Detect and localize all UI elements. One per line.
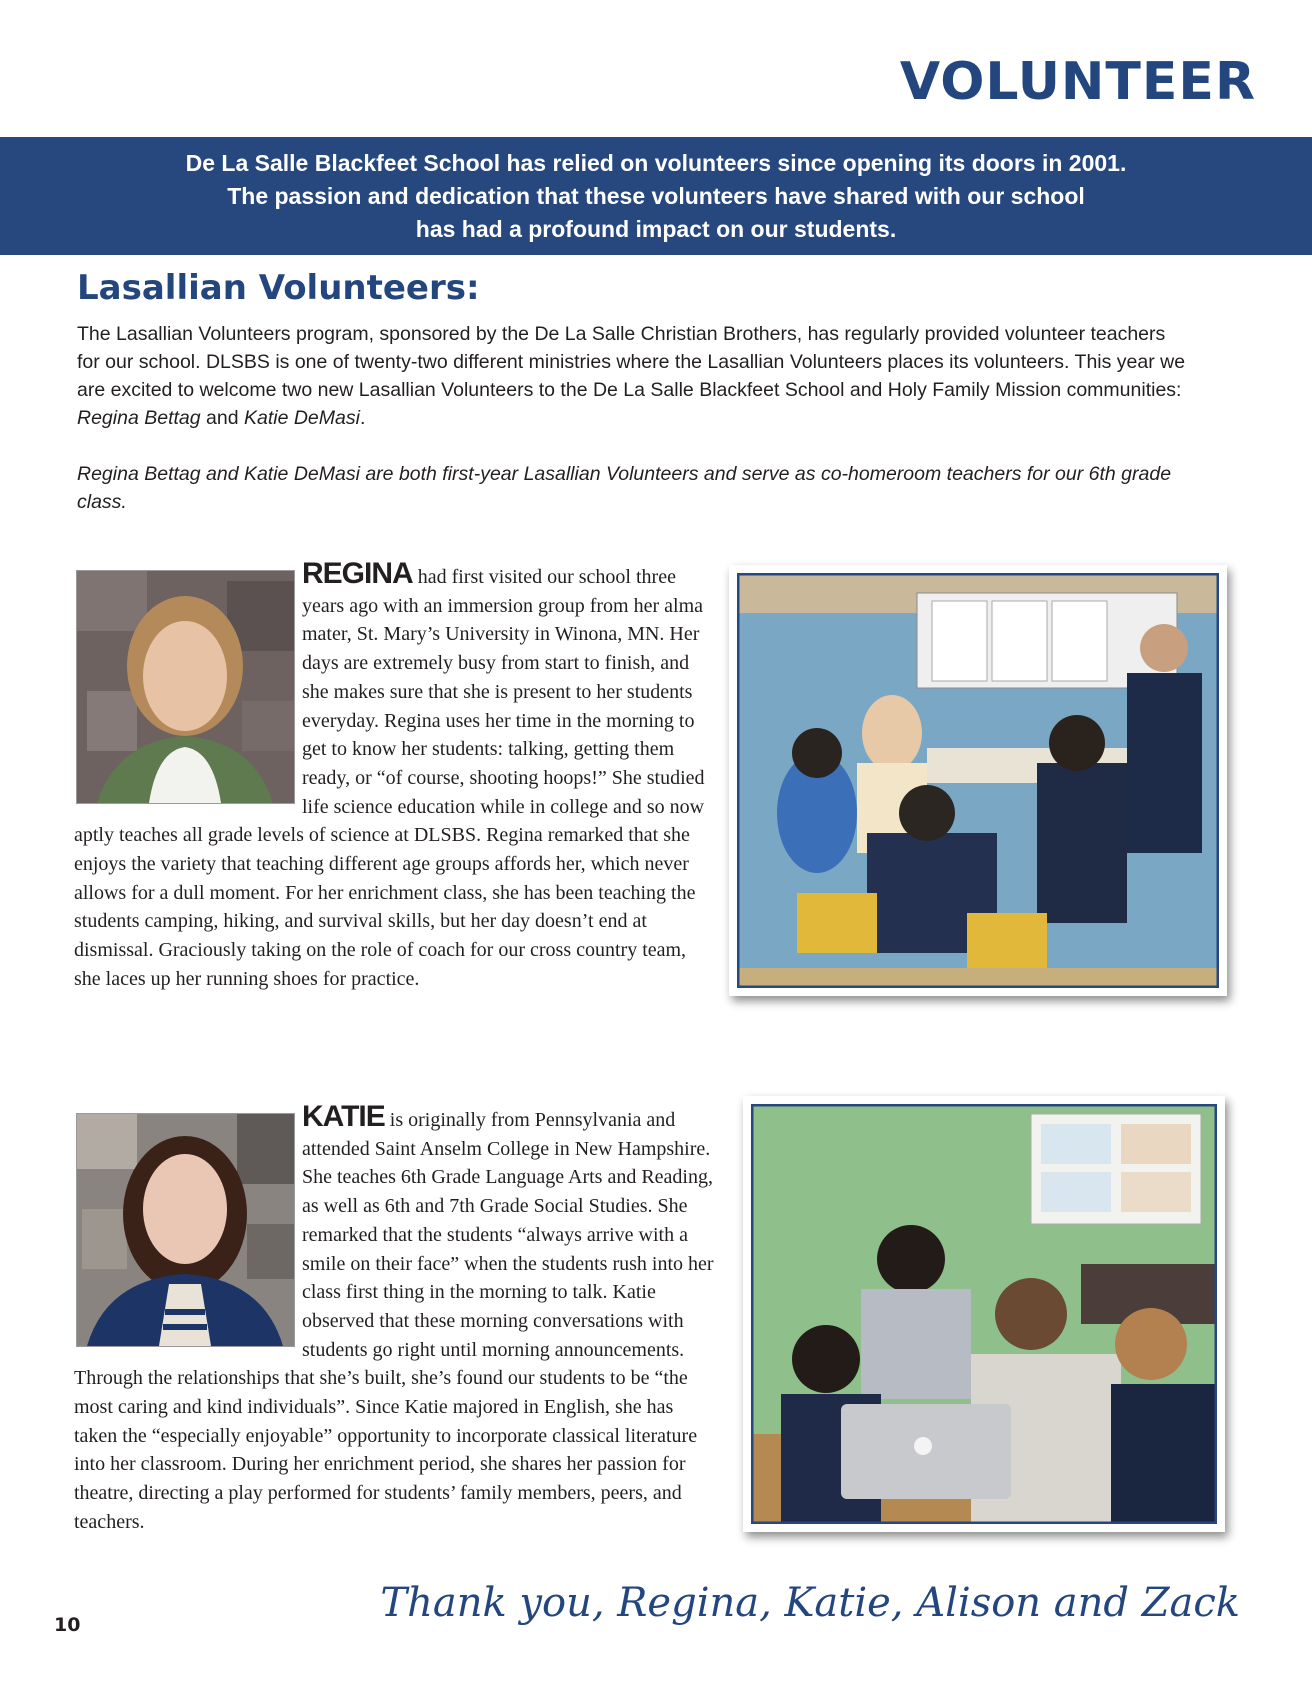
intro-name-katie: Katie DeMasi: [243, 407, 360, 429]
regina-profile: [74, 557, 714, 994]
regina-portrait: [76, 570, 295, 804]
katie-profile: [74, 1100, 714, 1537]
banner-line: has had a profound impact on our students.: [415, 215, 897, 242]
katie-name: KATIE: [302, 1100, 385, 1133]
section-heading: Lasallian Volunteers:: [77, 268, 480, 308]
regina-bio: had first visited our school three years ago with an immersion group from her alma mater, St. Mary’s University in Winona, MN. Her days are extremely busy from start to finish, and she makes sure that she is present to her students everyday. Regina uses her time in the morning to get to know her students: talking, getting them ready, or “of course, shooting hoops!” She studied life science education while in college and so now aptly teaches all grade levels of science at DLSBS. Regina remarked that she enjoys the variety that teaching different age groups affords her, which never allows for a dull moment. For her enrichment class, she has been teaching the students camping, hiking, and survival skills, but her day doesn’t end at dismissal. Graciously taking on the role of coach for our cross country team, she laces up her running shoes for practice.: [74, 566, 705, 990]
intro-name-regina: Regina Bettag: [77, 407, 201, 429]
regina-name: REGINA: [302, 557, 413, 590]
intro-end: .: [359, 407, 366, 429]
page-number: 10: [54, 1614, 81, 1636]
intro-paragraph: [77, 320, 1187, 432]
intro-banner: [0, 137, 1312, 255]
thank-you-signoff: Thank you, Regina, Katie, Alison and Zack: [380, 1580, 1240, 1626]
katie-bio: is originally from Pennsylvania and attended Saint Anselm College in New Hampshire. She teaches 6th Grade Language Arts and Reading, as well as 6th and 7th Grade Social Studies. She remarked that the students “always arrive with a smile on their face” when the students rush into her class first thing in the morning to talk. Katie observed that these morning conversations with students go right until morning announcements. Through the relationships that she’s built, she’s found our students to be “the most caring and kind individuals”. Since Katie majored in English, she has taken the “especially enjoyable” opportunity to incorporate classical literature into her classroom. During her enrichment period, she shares her passion for theatre, directing a play performed for students’ family members, peers, and teachers.: [74, 1109, 714, 1533]
katie-classroom-photo: [743, 1096, 1225, 1532]
page-title: VOLUNTEER: [899, 52, 1256, 112]
banner-line: The passion and dedication that these volunteers have shared with our school: [227, 182, 1085, 209]
intro-and: and: [200, 407, 244, 429]
regina-classroom-photo: [729, 565, 1227, 996]
intro-text: The Lasallian Volunteers program, sponsored by the De La Salle Christian Brothers, has regularly provided volunteer teachers for our school. DLSBS is one of twenty-two different ministries where the Lasallian Volunteers places its volunteers. This year we are excited to welcome two new Lasallian Volunteers to the De La Salle Blackfeet School and Holy Family Mission communities:: [77, 323, 1186, 401]
intro-italic-note: Regina Bettag and Katie DeMasi are both first-year Lasallian Volunteers and serve as co-homeroom teachers for our 6th grade class.: [77, 463, 1172, 513]
katie-portrait: [76, 1113, 295, 1347]
banner-line: De La Salle Blackfeet School has relied on volunteers since opening its doors in 2001.: [185, 149, 1127, 176]
